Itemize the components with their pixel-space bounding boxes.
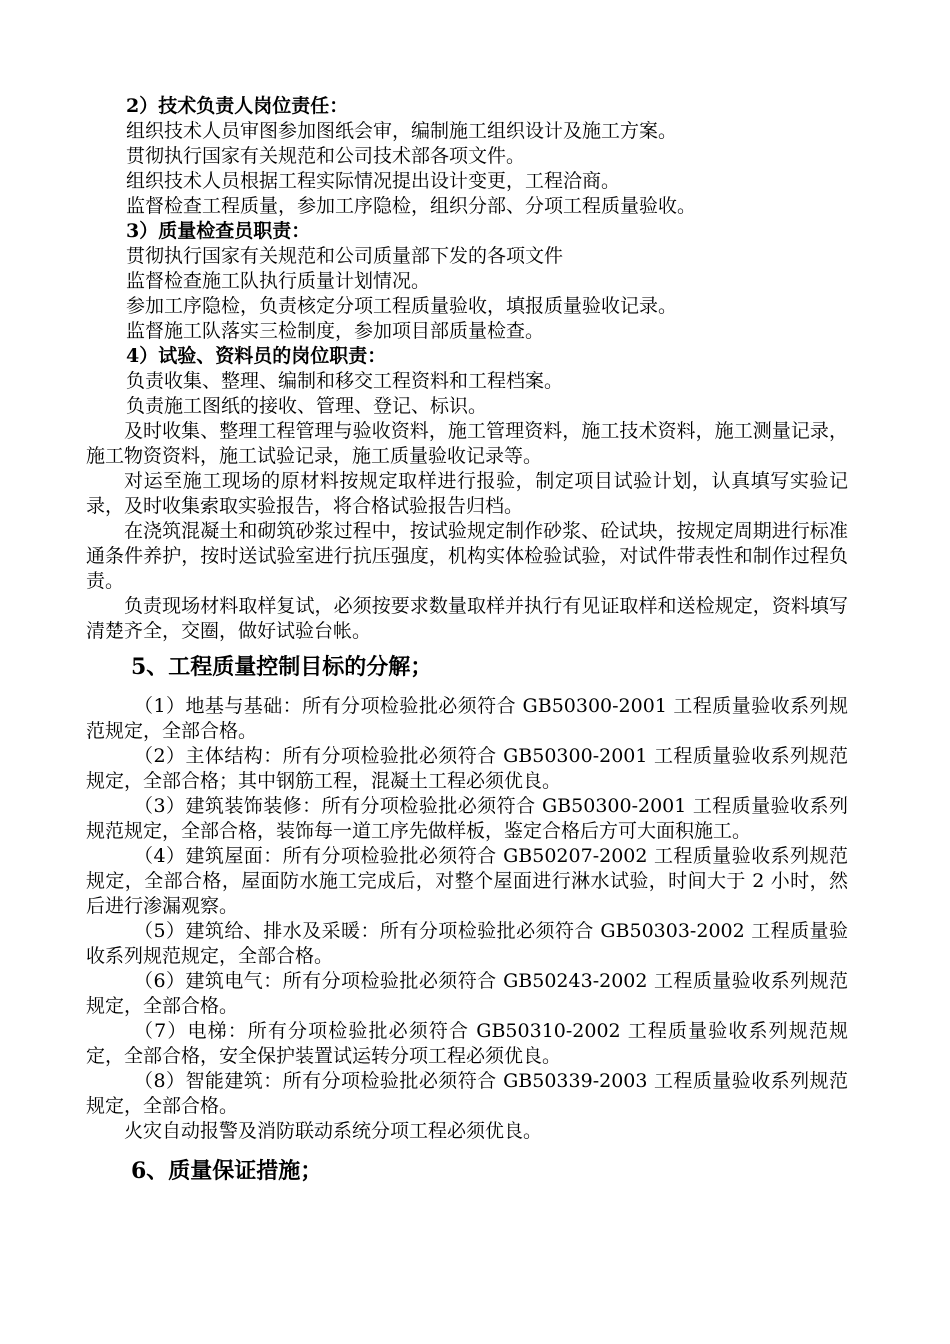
document-page [86, 94, 848, 1186]
item-prefix: （1） [134, 695, 186, 717]
role2-heading: 2）技术负责人岗位责任： [126, 95, 349, 117]
role3-item: 贯彻执行国家有关规范和公司质量部下发的各项文件 [126, 245, 564, 267]
item-prefix: （5） [134, 920, 186, 942]
role2-item: 组织技术人员根据工程实际情况提出设计变更，工程洽商。 [126, 170, 621, 192]
section6-title: 6、质量保证措施； [131, 1158, 323, 1184]
item-text: 电梯：所有分项检验批必须符合 GB50310-2002 工程质量验收系列规范规定，全部合格，安全保护装置试运转分项工程必须优良。 [86, 1020, 848, 1067]
quality-target-item [86, 1019, 848, 1069]
item-text: 建筑电气：所有分项检验批必须符合 GB50243-2002 工程质量验收系列规范规定，全部合格。 [86, 970, 848, 1017]
item-text: 建筑给、排水及采暖：所有分项检验批必须符合 GB50303-2002 工程质量验收系列规范规定，全部合格。 [86, 920, 848, 967]
role4-item: 负责收集、整理、编制和移交工程资料和工程档案。 [126, 370, 564, 392]
quality-target-item [86, 844, 848, 919]
role3-heading: 3）质量检查员职责： [126, 220, 311, 242]
item-prefix: （2） [134, 745, 186, 767]
item-text: 智能建筑：所有分项检验批必须符合 GB50339-2003 工程质量验收系列规范规定，全部合格。 [86, 1070, 848, 1117]
role3-item: 监督检查施工队执行质量计划情况。 [126, 270, 431, 292]
quality-target-item [86, 1069, 848, 1119]
item-text: 建筑屋面：所有分项检验批必须符合 GB50207-2002 工程质量验收系列规范规定，全部合格，屋面防水施工完成后，对整个屋面进行淋水试验，时间大于 2 小时，然后进行渗漏观察。 [86, 845, 848, 917]
item-prefix: （7） [134, 1020, 188, 1042]
item-prefix: （3） [134, 795, 186, 817]
role3-item: 参加工序隐检，负责核定分项工程质量验收，填报质量验收记录。 [126, 295, 678, 317]
role4-paragraph: 在浇筑混凝土和砌筑砂浆过程中，按试验规定制作砂浆、砼试块，按规定周期进行标准通条件养护，按时送试验室进行抗压强度，机构实体检验试验，对试件带表性和制作过程负责。 [86, 520, 848, 592]
item-prefix: （6） [134, 970, 186, 992]
item-text: 建筑装饰装修：所有分项检验批必须符合 GB50300-2001 工程质量验收系列规范规定，全部合格，装饰每一道工序先做样板，鉴定合格后方可大面积施工。 [86, 795, 848, 842]
quality-target-item [86, 744, 848, 794]
role2-item: 监督检查工程质量，参加工序隐检，组织分部、分项工程质量验收。 [126, 195, 697, 217]
role2-item: 组织技术人员审图参加图纸会审，编制施工组织设计及施工方案。 [126, 120, 678, 142]
section5-title: 5、工程质量控制目标的分解； [131, 654, 433, 680]
item-text: 地基与基础：所有分项检验批必须符合 GB50300-2001 工程质量验收系列规范规定，全部合格。 [86, 695, 848, 742]
role4-heading: 4）试验、资料员的岗位职责： [126, 345, 387, 367]
quality-target-item [86, 694, 848, 744]
role4-paragraph: 对运至施工现场的原材料按规定取样进行报验，制定项目试验计划，认真填写实验记录，及时收集索取实验报告，将合格试验报告归档。 [86, 470, 848, 517]
quality-target-item [86, 969, 848, 1019]
section5-tail: 火灾自动报警及消防联动系统分项工程必须优良。 [124, 1120, 543, 1142]
role3-item: 监督施工队落实三检制度，参加项目部质量检查。 [126, 320, 545, 342]
role4-paragraph: 及时收集、整理工程管理与验收资料，施工管理资料，施工技术资料，施工测量记录，施工物资资料，施工试验记录，施工质量验收记录等。 [86, 420, 848, 467]
item-prefix: （8） [134, 1070, 186, 1092]
role4-item: 负责施工图纸的接收、管理、登记、标识。 [126, 395, 488, 417]
quality-target-item [86, 794, 848, 844]
quality-target-item [86, 919, 848, 969]
role2-item: 贯彻执行国家有关规范和公司技术部各项文件。 [126, 145, 526, 167]
item-prefix: （4） [134, 845, 186, 867]
role4-paragraph: 负责现场材料取样复试，必须按要求数量取样并执行有见证取样和送检规定，资料填写清楚齐全，交圈，做好试验台帐。 [86, 595, 848, 642]
item-text: 主体结构：所有分项检验批必须符合 GB50300-2001 工程质量验收系列规范规定，全部合格；其中钢筋工程，混凝土工程必须优良。 [86, 745, 848, 792]
